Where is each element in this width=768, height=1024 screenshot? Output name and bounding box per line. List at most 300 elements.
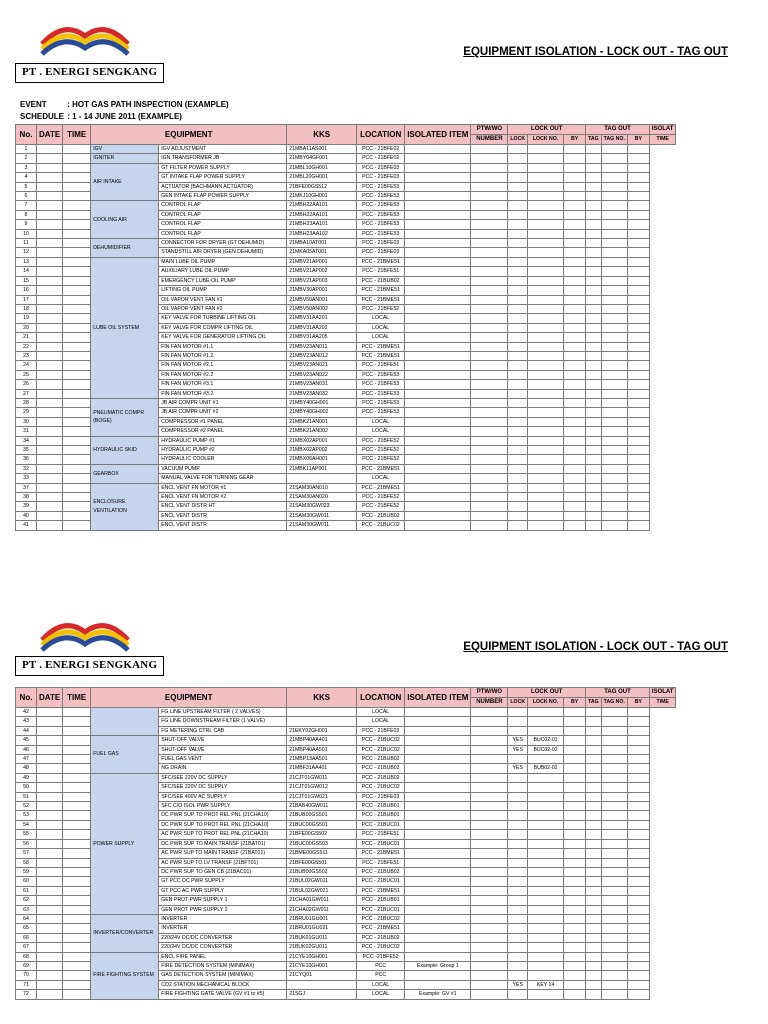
row-tag <box>586 286 602 295</box>
row-tag-by <box>627 210 649 219</box>
row-time <box>63 521 91 530</box>
row-tag-no <box>601 980 627 989</box>
row-tag <box>586 877 602 886</box>
row-tag-by <box>627 483 649 492</box>
row-kks: 21MBV21AP001 <box>287 257 357 266</box>
row-ptw-number <box>471 323 508 332</box>
row-tag-no <box>601 905 627 914</box>
row-lock-by <box>564 342 586 351</box>
row-lock <box>508 717 528 726</box>
row-time <box>63 961 91 970</box>
row-no: 25 <box>16 370 37 379</box>
row-lock-no <box>528 229 564 238</box>
row-equipment: CONTROL FLAP <box>159 201 287 210</box>
row-tag-no <box>601 764 627 773</box>
row-kks: 21SAM30GW011 <box>287 521 357 530</box>
row-date <box>37 436 63 445</box>
row-tag <box>586 830 602 839</box>
table-row <box>16 163 676 172</box>
row-tag <box>586 182 602 191</box>
row-date <box>37 905 63 914</box>
row-time <box>63 333 91 342</box>
row-equipment: GEN PROT PWR SUPPLY 2 <box>159 905 287 914</box>
row-tag <box>586 257 602 266</box>
row-tag-by <box>627 521 649 530</box>
row-lock <box>508 830 528 839</box>
table-row <box>16 436 676 445</box>
row-time <box>63 792 91 801</box>
row-no: 10 <box>16 229 37 238</box>
row-kks: 21MBH23AA102 <box>287 229 357 238</box>
row-date <box>37 708 63 717</box>
row-tag-by <box>627 511 649 520</box>
row-kks: 21MBV23AN031 <box>287 380 357 389</box>
row-date <box>37 380 63 389</box>
row-ptw-number <box>471 483 508 492</box>
row-lock <box>508 154 528 163</box>
header-tag-out: TAG OUT <box>586 688 650 698</box>
row-kks: 21MBK11AP001 <box>287 464 357 473</box>
row-isolated-item <box>405 333 471 342</box>
table-row <box>16 145 676 154</box>
row-tag-no <box>601 286 627 295</box>
row-time <box>63 886 91 895</box>
row-location: LOCAL <box>357 417 405 426</box>
row-tag <box>586 436 602 445</box>
row-date <box>37 914 63 923</box>
row-lock-by <box>564 427 586 436</box>
row-isolated-item <box>405 924 471 933</box>
row-lock-no <box>528 773 564 782</box>
row-lock-by <box>564 474 586 483</box>
row-lock-no <box>528 267 564 276</box>
row-time <box>63 464 91 473</box>
row-equipment: GT PCC DC PWR SUPPLY <box>159 877 287 886</box>
row-ptw-number <box>471 257 508 266</box>
row-isolated-item <box>405 858 471 867</box>
row-ptw-number <box>471 896 508 905</box>
row-tag-by <box>627 398 649 407</box>
row-lock-no <box>528 323 564 332</box>
row-no: 55 <box>16 830 37 839</box>
row-no: 40 <box>16 511 37 520</box>
row-no: 57 <box>16 849 37 858</box>
system-cell: PNEUMATIC COMPR (BOGE) <box>91 398 159 436</box>
row-date <box>37 924 63 933</box>
row-date <box>37 257 63 266</box>
row-ptw-number <box>471 726 508 735</box>
row-tag-by <box>627 257 649 266</box>
row-isolated-item <box>405 380 471 389</box>
table-row <box>16 201 676 210</box>
row-tag-by <box>627 839 649 848</box>
row-ptw-number <box>471 333 508 342</box>
row-no: 71 <box>16 980 37 989</box>
table-row <box>16 154 676 163</box>
company-logo <box>40 618 130 654</box>
row-no: 35 <box>16 446 37 455</box>
row-lock-by <box>564 990 586 999</box>
row-isolated-item <box>405 792 471 801</box>
row-lock-by <box>564 248 586 257</box>
row-no: 43 <box>16 717 37 726</box>
row-date <box>37 267 63 276</box>
row-isolated-item <box>405 361 471 370</box>
row-lock-by <box>564 830 586 839</box>
row-time <box>63 924 91 933</box>
row-ptw-number <box>471 220 508 229</box>
row-tag-no <box>601 380 627 389</box>
row-date <box>37 792 63 801</box>
row-lock-no <box>528 886 564 895</box>
row-location: PCC - 21BUB01 <box>357 802 405 811</box>
row-tag-by <box>627 792 649 801</box>
row-location: PCC - 21BFE52 <box>357 436 405 445</box>
row-tag-no <box>601 370 627 379</box>
row-lock <box>508 849 528 858</box>
row-lock <box>508 877 528 886</box>
row-kks: 21SAM30GW023 <box>287 502 357 511</box>
row-no: 31 <box>16 427 37 436</box>
row-lock <box>508 370 528 379</box>
row-date <box>37 493 63 502</box>
row-date <box>37 163 63 172</box>
row-ptw-number <box>471 933 508 942</box>
row-kks: 21MBX06AH001 <box>287 455 357 464</box>
row-kks: 21MBV30AP001 <box>287 286 357 295</box>
row-ptw-number <box>471 351 508 360</box>
row-equipment: STANDSTILL AIR DRYER (GEN DEHUMID) <box>159 248 287 257</box>
row-equipment: AC PWR SUP TO PROT REL PNL (21CHA10) <box>159 830 287 839</box>
row-lock <box>508 257 528 266</box>
row-lock-by <box>564 820 586 829</box>
row-isolated-item <box>405 286 471 295</box>
row-isolated-item <box>405 971 471 980</box>
row-lock <box>508 952 528 961</box>
row-isolated-item <box>405 314 471 323</box>
row-date <box>37 154 63 163</box>
row-tag <box>586 145 602 154</box>
row-equipment: FG METERING CTRL CAB <box>159 726 287 735</box>
row-location: PCC - 21BFE53 <box>357 380 405 389</box>
row-date <box>37 867 63 876</box>
row-lock <box>508 990 528 999</box>
table-row <box>16 952 676 961</box>
row-lock-no <box>528 398 564 407</box>
row-ptw-number <box>471 755 508 764</box>
row-lock-by <box>564 398 586 407</box>
row-lock-by <box>564 314 586 323</box>
company-name: PT . ENERGI SENGKANG <box>22 659 158 671</box>
row-no: 47 <box>16 755 37 764</box>
row-time <box>63 276 91 285</box>
row-tag-by <box>627 886 649 895</box>
row-tag <box>586 961 602 970</box>
row-date <box>37 455 63 464</box>
row-isolated-item <box>405 849 471 858</box>
row-date <box>37 952 63 961</box>
row-no: 3 <box>16 163 37 172</box>
row-lock <box>508 493 528 502</box>
row-equipment: OIL VAPOR VENT FAN #1 <box>159 295 287 304</box>
row-kks: 21MBX02AP001 <box>287 436 357 445</box>
row-tag <box>586 933 602 942</box>
header-number: NUMBER <box>471 135 508 145</box>
row-isolated-item <box>405 436 471 445</box>
row-lock <box>508 173 528 182</box>
row-lock-no <box>528 943 564 952</box>
row-tag-by <box>627 145 649 154</box>
row-equipment: FIN FAN MOTOR #3.2 <box>159 389 287 398</box>
row-no: 30 <box>16 417 37 426</box>
row-ptw-number <box>471 145 508 154</box>
row-location: LOCAL <box>357 708 405 717</box>
row-location: PCC <box>357 961 405 970</box>
row-location: PCC - 21BUC01 <box>357 820 405 829</box>
row-lock-by <box>564 811 586 820</box>
row-equipment: GEN PROT PWR SUPPLY 1 <box>159 896 287 905</box>
row-tag-by <box>627 867 649 876</box>
row-isolated-item <box>405 736 471 745</box>
row-tag-by <box>627 858 649 867</box>
row-tag-by <box>627 896 649 905</box>
row-location: PCC - 21BUB01 <box>357 896 405 905</box>
row-isolated-item <box>405 398 471 407</box>
row-equipment: HYDRAULIC PUMP #2 <box>159 446 287 455</box>
row-lock-no: BUC02-02 <box>528 745 564 754</box>
row-equipment: CO2 STATION MECHANICAL BLOCK <box>159 980 287 989</box>
isolation-table-1 <box>15 124 676 531</box>
row-isolated-item <box>405 717 471 726</box>
row-location: PCC - 21BFE53 <box>357 229 405 238</box>
row-date <box>37 145 63 154</box>
row-isolated-item <box>405 820 471 829</box>
row-no: 7 <box>16 201 37 210</box>
row-equipment: JB AIR COMPR UNIT #2 <box>159 408 287 417</box>
row-lock-no <box>528 717 564 726</box>
row-tag-no <box>601 323 627 332</box>
row-isolated-item <box>405 446 471 455</box>
company-name: PT . ENERGI SENGKANG <box>22 66 158 78</box>
row-isolated-item <box>405 839 471 848</box>
row-lock <box>508 239 528 248</box>
row-lock-no <box>528 436 564 445</box>
row-location: PCC - 21BUB02 <box>357 764 405 773</box>
row-isolated-item <box>405 521 471 530</box>
row-no: 58 <box>16 858 37 867</box>
row-isolated-item <box>405 914 471 923</box>
row-equipment: SFC/SEE 220V DC SUPPLY <box>159 783 287 792</box>
row-location: PCC - 21BUB02 <box>357 511 405 520</box>
row-tag-by <box>627 389 649 398</box>
row-location: PCC - 21BME51 <box>357 351 405 360</box>
row-tag <box>586 370 602 379</box>
event-line <box>20 100 229 109</box>
row-lock-no <box>528 961 564 970</box>
row-date <box>37 802 63 811</box>
row-ptw-number <box>471 276 508 285</box>
row-tag-no <box>601 154 627 163</box>
row-tag <box>586 820 602 829</box>
row-lock <box>508 961 528 970</box>
row-time <box>63 286 91 295</box>
row-lock-by <box>564 361 586 370</box>
row-tag-no <box>601 717 627 726</box>
row-isolated-item <box>405 886 471 895</box>
row-kks: 21MBH23AA101 <box>287 220 357 229</box>
row-date <box>37 933 63 942</box>
row-tag-no <box>601 464 627 473</box>
row-location: LOCAL <box>357 990 405 999</box>
row-tag-by <box>627 220 649 229</box>
row-lock <box>508 295 528 304</box>
row-kks: 21EKY02GH001 <box>287 726 357 735</box>
row-ptw-number <box>471 943 508 952</box>
row-tag <box>586 726 602 735</box>
row-isolated-item <box>405 483 471 492</box>
row-lock-no <box>528 839 564 848</box>
row-lock-no <box>528 361 564 370</box>
row-date <box>37 464 63 473</box>
row-time <box>63 493 91 502</box>
row-lock-by <box>564 755 586 764</box>
row-no: 13 <box>16 257 37 266</box>
row-tag <box>586 971 602 980</box>
row-equipment: KEY VALVE FOR GENERATOR LIFTING OIL <box>159 333 287 342</box>
row-tag-by <box>627 201 649 210</box>
row-location: PCC - 21BFE03 <box>357 173 405 182</box>
row-ptw-number <box>471 182 508 191</box>
row-tag-no <box>601 773 627 782</box>
row-kks: 21BUK01GU011 <box>287 933 357 942</box>
row-no: 27 <box>16 389 37 398</box>
row-no: 33 <box>16 474 37 483</box>
row-kks: 21MBA10AT001 <box>287 239 357 248</box>
system-cell: DEHUMIDIFIER <box>91 239 159 258</box>
row-lock-by <box>564 154 586 163</box>
row-lock <box>508 820 528 829</box>
row-date <box>37 839 63 848</box>
row-ptw-number <box>471 342 508 351</box>
row-lock <box>508 304 528 313</box>
row-isolated-item <box>405 867 471 876</box>
row-time <box>63 811 91 820</box>
row-location: PCC - 21BUC02 <box>357 745 405 754</box>
row-location: PCC - 21BUC01 <box>357 839 405 848</box>
row-equipment: ENCL VENT FN MOTOR #2 <box>159 493 287 502</box>
row-lock-no <box>528 858 564 867</box>
table-row <box>16 708 676 717</box>
header-location: LOCATION <box>357 125 405 145</box>
header-isolation: ISOLAT <box>649 688 676 698</box>
row-equipment: COMPRESSOR #2 PANEL <box>159 427 287 436</box>
row-equipment: HYDRAULIC COOLER <box>159 455 287 464</box>
header-lock-no: LOCK NO. <box>528 698 564 708</box>
row-lock-no <box>528 464 564 473</box>
row-ptw-number <box>471 163 508 172</box>
row-tag-no <box>601 914 627 923</box>
row-lock-no <box>528 990 564 999</box>
row-ptw-number <box>471 229 508 238</box>
row-tag-no <box>601 192 627 201</box>
row-date <box>37 502 63 511</box>
row-isolated-item <box>405 257 471 266</box>
row-no: 19 <box>16 314 37 323</box>
row-time <box>63 163 91 172</box>
header-isolation-time: TIME <box>649 698 676 708</box>
row-equipment: SFC/SEE 400V AC SUPPLY <box>159 792 287 801</box>
row-lock-by <box>564 220 586 229</box>
row-time <box>63 990 91 999</box>
row-time <box>63 708 91 717</box>
row-kks: 21SAM30AN010 <box>287 483 357 492</box>
row-tag-no <box>601 361 627 370</box>
system-cell: AIR INTAKE <box>91 163 159 201</box>
row-date <box>37 220 63 229</box>
row-date <box>37 971 63 980</box>
row-tag-by <box>627 276 649 285</box>
row-no: 70 <box>16 971 37 980</box>
row-time <box>63 905 91 914</box>
row-date <box>37 961 63 970</box>
row-location: PCC - 21BME51 <box>357 924 405 933</box>
row-lock <box>508 210 528 219</box>
row-tag <box>586 380 602 389</box>
row-lock-by <box>564 783 586 792</box>
row-time <box>63 370 91 379</box>
row-location: LOCAL <box>357 717 405 726</box>
row-ptw-number <box>471 745 508 754</box>
row-location: PCC - 21BFE53 <box>357 389 405 398</box>
row-location: PCC - 21BUC02 <box>357 783 405 792</box>
row-ptw-number <box>471 764 508 773</box>
row-tag <box>586 455 602 464</box>
row-time <box>63 764 91 773</box>
row-tag-by <box>627 370 649 379</box>
row-location: PCC - 21BFE03 <box>357 792 405 801</box>
row-ptw-number <box>471 802 508 811</box>
row-lock-no <box>528 511 564 520</box>
header-tag: TAG <box>586 698 602 708</box>
row-no: 53 <box>16 811 37 820</box>
row-no: 12 <box>16 248 37 257</box>
row-tag-no <box>601 446 627 455</box>
row-lock-no <box>528 726 564 735</box>
row-tag-by <box>627 229 649 238</box>
row-no: 36 <box>16 455 37 464</box>
row-ptw-number <box>471 408 508 417</box>
row-tag-no <box>601 886 627 895</box>
row-tag-by <box>627 474 649 483</box>
row-lock <box>508 286 528 295</box>
row-isolated-item <box>405 220 471 229</box>
row-location: PCC - 21BUB02 <box>357 755 405 764</box>
row-ptw-number <box>471 154 508 163</box>
row-location: PCC - 21BME51 <box>357 295 405 304</box>
row-tag <box>586 502 602 511</box>
row-ptw-number <box>471 314 508 323</box>
row-tag-no <box>601 351 627 360</box>
row-lock <box>508 896 528 905</box>
row-location: PCC - 21BFE53 <box>357 398 405 407</box>
row-lock-by <box>564 436 586 445</box>
system-cell: FUEL GAS <box>91 736 159 774</box>
row-lock <box>508 408 528 417</box>
row-date <box>37 849 63 858</box>
header-tag-no: TAG NO. <box>601 698 627 708</box>
row-lock-no <box>528 248 564 257</box>
row-tag <box>586 792 602 801</box>
